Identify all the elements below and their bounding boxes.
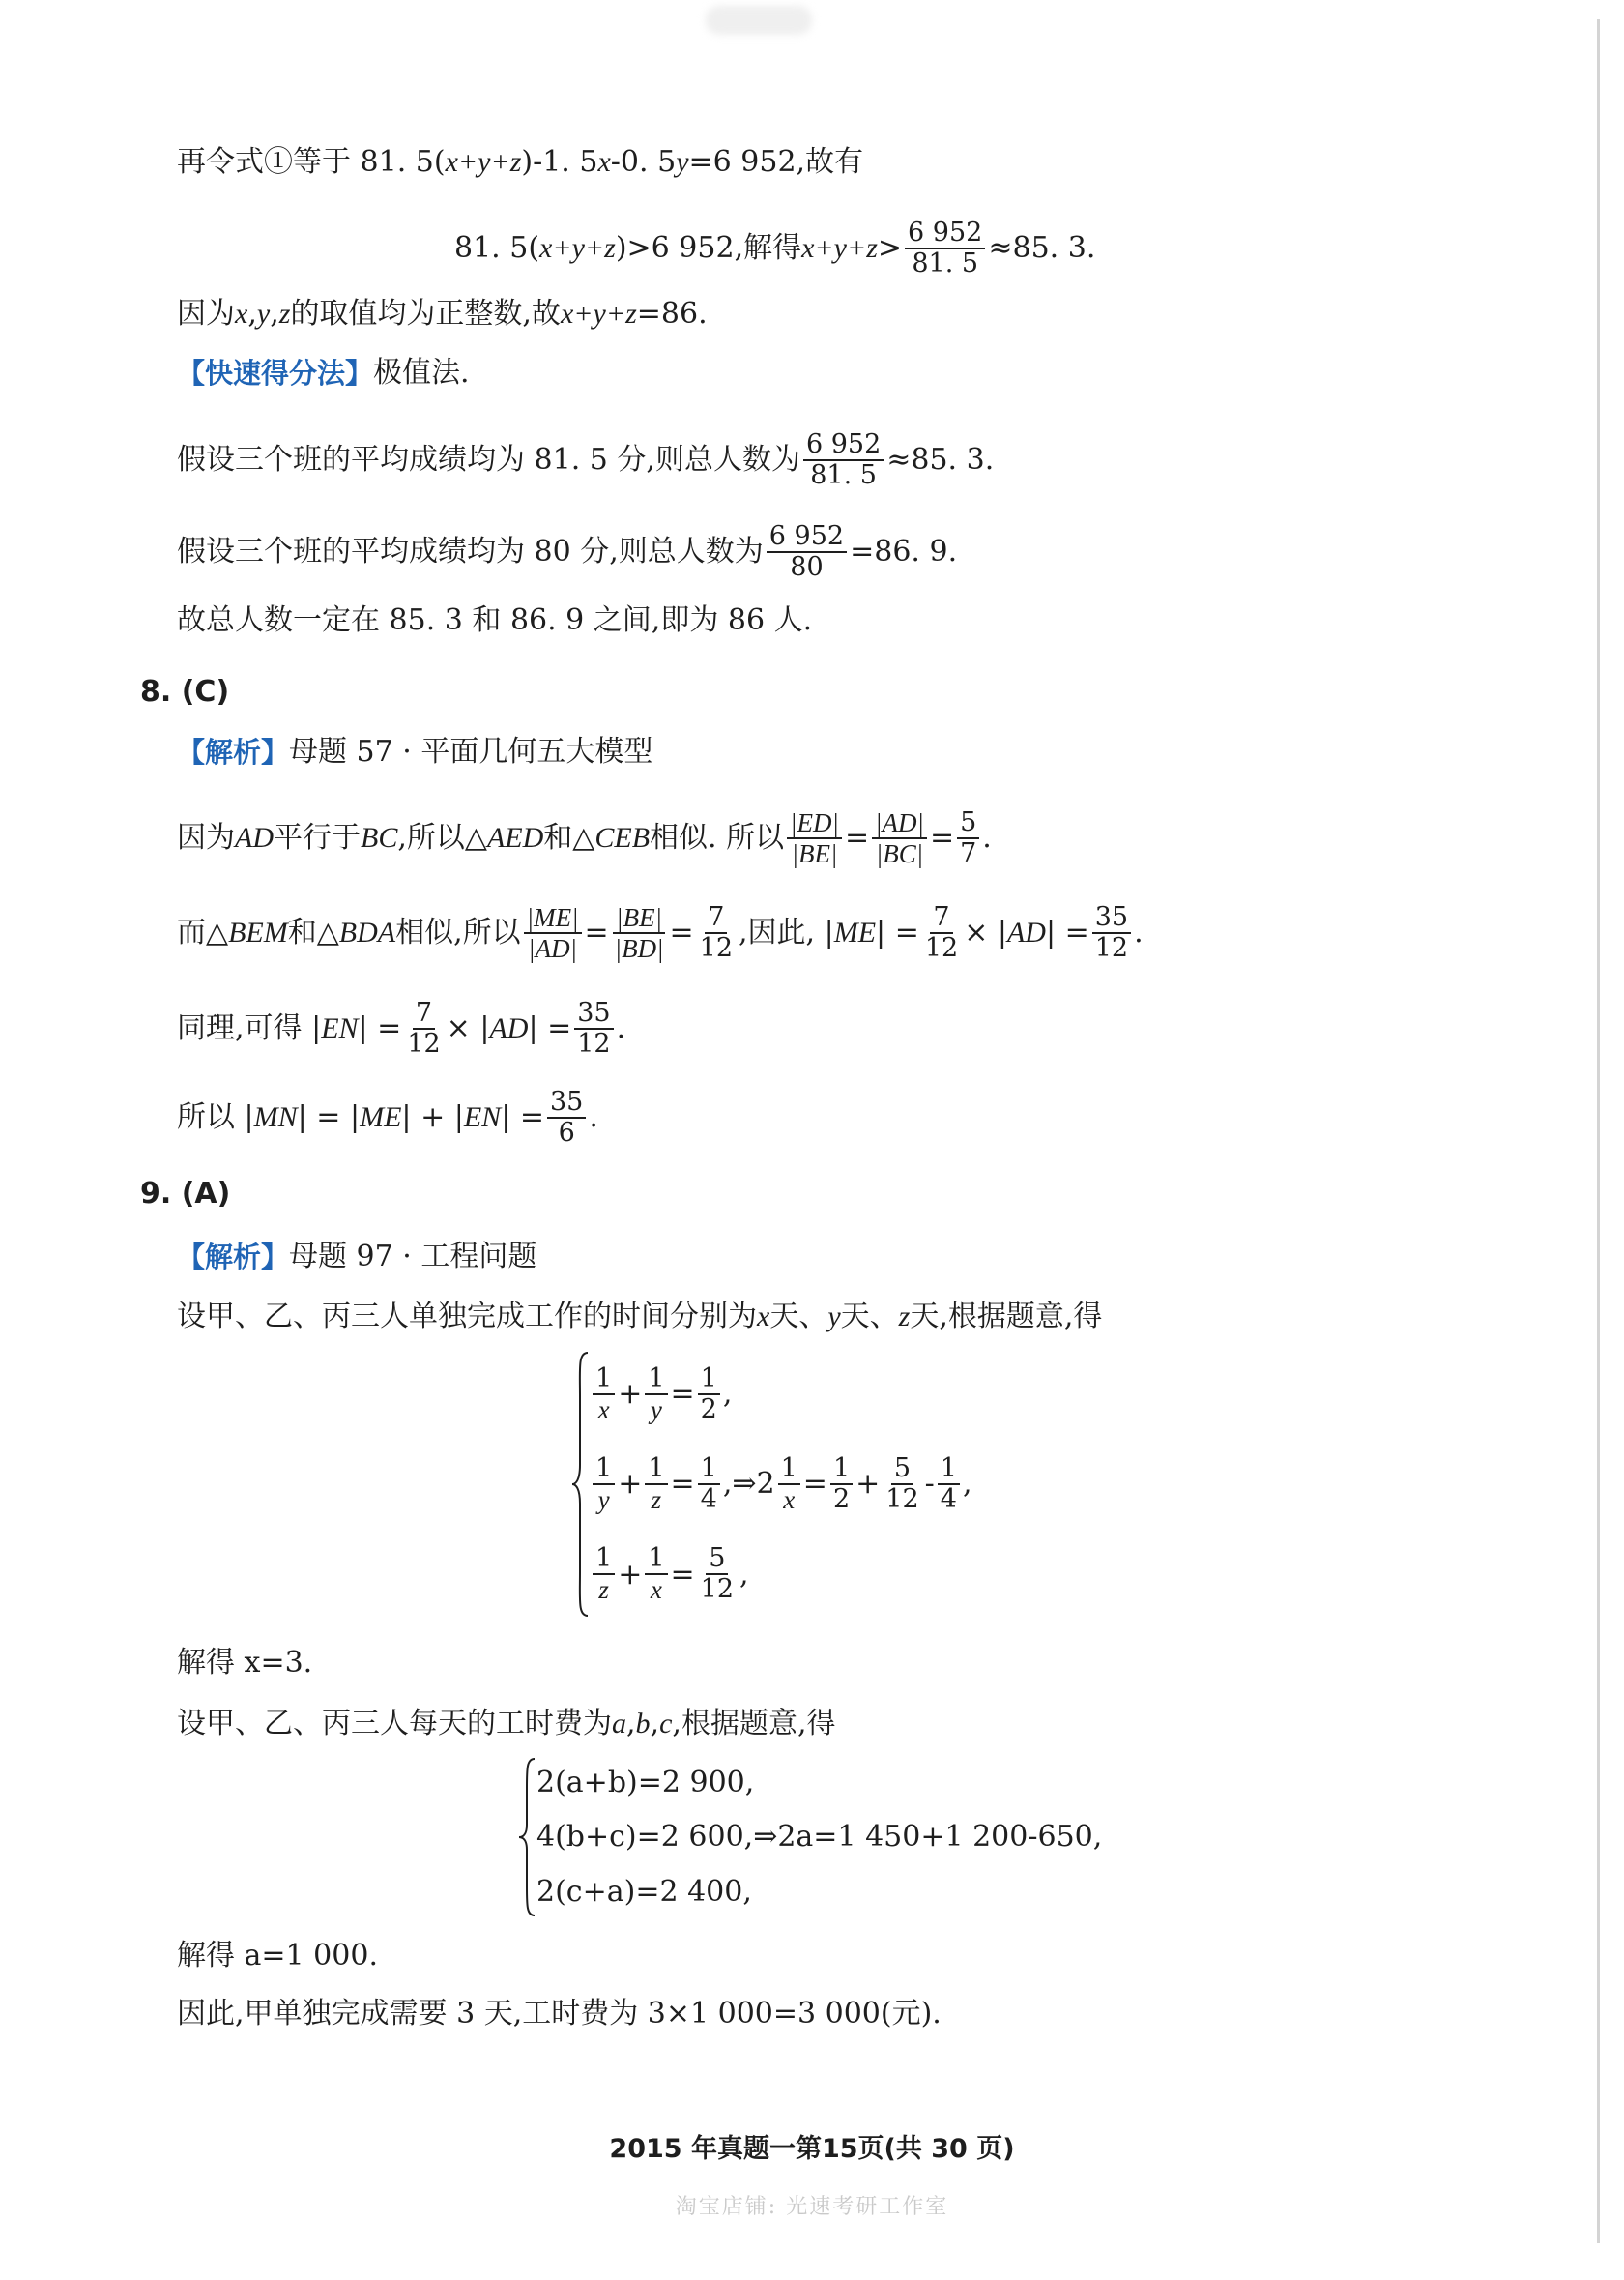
q8-analysis-tag xyxy=(177,733,652,772)
scan-smudge xyxy=(706,6,812,35)
text: 极值法. xyxy=(373,356,470,390)
fraction: $\frac{7}{12}$ xyxy=(699,902,733,963)
text: 解得 x=3. xyxy=(177,1646,313,1680)
text: | = xyxy=(1045,916,1089,950)
fraction: $\frac{1}{4}$ xyxy=(698,1454,720,1514)
text: 和△ xyxy=(287,916,339,950)
fraction: $\frac{1}{4}$ xyxy=(938,1454,960,1514)
q8-line-2: 而△ BEM 和△ BDA 相似,所以 $\frac{|ME|}{|AD|}$ = $\frac{|BE|}{|BD|}$ = $\frac{7}{12}$ ,因此, | ME | = $\frac{7}{12}$ × | AD | = $\frac{35}{12}$ . xyxy=(177,902,1144,963)
system1-row-2: $\frac{1}{y}$ + $\frac{1}{z}$ = $\frac{1}{4}$ ,⇒2 $\frac{1}{x}$ = $\frac{1}{2}$ + $\frac{5}{12}$ - $\frac{1}{4}$ , xyxy=(590,1454,1189,1514)
text: =86. 9. xyxy=(850,535,958,569)
text: 再令式①等于 81. 5( xyxy=(177,145,446,179)
fraction: $\frac{|BE|}{|BD|}$ xyxy=(614,903,664,963)
fraction: $\frac{|ED|}{|BE|}$ xyxy=(787,808,842,868)
text: ,因此, | xyxy=(739,916,834,950)
q9-analysis-tag xyxy=(177,1238,536,1276)
fraction: $\frac{1}{z}$ xyxy=(645,1454,667,1514)
text: 天,根据题意,得 xyxy=(910,1300,1103,1333)
q9-solution-1 xyxy=(177,1644,312,1682)
text: )-1. 5 xyxy=(521,145,598,179)
text: 同理,可得 | xyxy=(177,1011,322,1045)
fraction: $\frac{6 952}{81. 5}$ xyxy=(905,219,985,278)
question-number: 8. (C) xyxy=(140,675,230,709)
text: 假设三个班的平均成绩均为 80 分,则总人数为 xyxy=(177,535,764,569)
text: | + | xyxy=(401,1100,464,1134)
text: × | xyxy=(964,916,1007,950)
text: | = xyxy=(528,1011,572,1045)
q8-heading xyxy=(140,673,229,712)
text: ≈85. 3. xyxy=(886,443,995,477)
text: )>6 952,解得 xyxy=(615,231,802,265)
fraction: $\frac{1}{y}$ xyxy=(593,1454,615,1514)
page-footer: 2015 年真题一第15页(共 30 页) xyxy=(609,2134,1015,2164)
text: 假设三个班的平均成绩均为 81. 5 分,则总人数为 xyxy=(177,443,800,477)
q9-line-2: 设甲、乙、丙三人每天的工时费为 a , b , c ,根据题意,得 xyxy=(177,1705,836,1743)
text: 相似,所以 xyxy=(395,916,521,950)
text: 天、 xyxy=(769,1300,828,1333)
text: > xyxy=(877,231,903,265)
text: 而△ xyxy=(177,916,229,950)
q7-line-4 xyxy=(177,430,994,490)
section-tag: 【快速得分法】 xyxy=(177,357,374,390)
page-edge-line xyxy=(1597,19,1600,2243)
q7-line-2: 81. 5( x+y+z )>6 952,解得 x+y+z > $\frac{6 952}{81. 5}$ ≈85. 3. xyxy=(454,218,1096,278)
q7-line-3: 因为 x , y , z 的取值均为正整数,故 x+y+z =86. xyxy=(177,295,708,334)
text: =86. xyxy=(636,297,708,331)
fraction: $\frac{35}{6}$ xyxy=(547,1088,586,1148)
text: 天、 xyxy=(840,1300,899,1333)
left-brace-icon xyxy=(517,1755,538,1919)
text: 相似. 所以 xyxy=(650,821,785,855)
text: 81. 5( xyxy=(454,231,540,265)
equation-system-2 xyxy=(517,1755,1213,1919)
text: 故总人数一定在 85. 3 和 86. 9 之间,即为 86 人. xyxy=(177,603,813,637)
text: 所以 | xyxy=(177,1100,254,1134)
system1-row-3: $\frac{1}{z}$ + $\frac{1}{x}$ = $\frac{5}{12}$ , xyxy=(590,1544,1189,1604)
text: | = xyxy=(501,1100,544,1134)
fraction: $\frac{1}{x}$ xyxy=(778,1454,800,1514)
fraction: $\frac{7}{12}$ xyxy=(407,998,441,1059)
text: 和△ xyxy=(543,821,595,855)
text: 解得 a=1 000. xyxy=(177,1939,378,1973)
text: | = | xyxy=(297,1100,361,1134)
q7-line-1: 再令式①等于 81. 5( x+y+z )-1. 5 x -0. 5 y =6 952,故有 xyxy=(177,143,863,182)
text: ,根据题意,得 xyxy=(672,1707,836,1740)
fraction: $\frac{|AD|}{|BC|}$ xyxy=(872,808,927,868)
text: 因为 xyxy=(177,821,235,855)
section-tag: 【解析】 xyxy=(177,736,290,769)
text: | = xyxy=(358,1011,402,1045)
fraction: $\frac{35}{12}$ xyxy=(1092,903,1131,963)
q7-line-5 xyxy=(177,522,957,582)
q8-line-1: 因为 AD 平行于 BC ,所以△ AED 和△ CEB 相似. 所以 $\frac{|ED|}{|BE|}$ = $\frac{|AD|}{|BC|}$ = $\frac{5}{7}$ . xyxy=(177,807,992,868)
fraction: $\frac{1}{x}$ xyxy=(645,1544,667,1604)
q7-fast-method xyxy=(177,354,470,393)
text: × | xyxy=(446,1011,490,1045)
text: 平行于 xyxy=(274,821,361,855)
fraction: $\frac{5}{12}$ xyxy=(700,1543,735,1605)
text: 因为 xyxy=(177,297,235,331)
q7-line-6 xyxy=(177,601,812,640)
system2-row-1: 2(a+b)=2 900, xyxy=(536,1765,755,1799)
text: ≈85. 3. xyxy=(988,231,1096,265)
fraction: $\frac{35}{12}$ xyxy=(574,999,613,1059)
text: ,所以△ xyxy=(397,821,487,855)
fraction: $\frac{1}{z}$ xyxy=(593,1544,615,1604)
system2-row-3: 2(c+a)=2 400, xyxy=(536,1875,752,1910)
fraction: $\frac{|ME|}{|AD|}$ xyxy=(524,903,582,963)
q9-heading xyxy=(140,1175,230,1213)
text: | = xyxy=(876,916,919,950)
fraction: $\frac{1}{x}$ xyxy=(593,1364,615,1424)
watermark: 淘宝店铺: 光速考研工作室 xyxy=(675,2195,949,2219)
section-tag: 【解析】 xyxy=(177,1241,290,1273)
fraction: $\frac{1}{y}$ xyxy=(645,1364,667,1424)
fraction: $\frac{5}{7}$ xyxy=(957,808,979,868)
fraction: $\frac{7}{12}$ xyxy=(924,902,959,963)
left-brace-icon xyxy=(570,1349,592,1620)
fraction: $\frac{1}{2}$ xyxy=(698,1364,720,1424)
text: -0. 5 xyxy=(610,145,677,179)
fraction: $\frac{5}{12}$ xyxy=(885,1452,919,1514)
fraction: $\frac{1}{2}$ xyxy=(830,1454,853,1514)
text: 因此,甲单独完成需要 3 天,工时费为 3×1 000=3 000(元). xyxy=(177,1997,942,2031)
q8-line-4: 所以 | MN | = | ME | + | EN | = $\frac{35}{6}$ . xyxy=(177,1087,598,1148)
fraction: $\frac{6 952}{80}$ xyxy=(767,522,847,582)
question-number: 9. (A) xyxy=(140,1177,231,1211)
text: 设甲、乙、丙三人每天的工时费为 xyxy=(177,1707,612,1740)
equation-system-1 xyxy=(570,1349,1189,1620)
fraction: $\frac{6 952}{81. 5}$ xyxy=(803,430,884,490)
text: 设甲、乙、丙三人单独完成工作的时间分别为 xyxy=(177,1300,757,1333)
q8-line-3: 同理,可得 | EN | = $\frac{7}{12}$ × | AD | = $\frac{35}{12}$ . xyxy=(177,998,626,1059)
text: 的取值均为正整数,故 xyxy=(290,297,561,331)
text: =6 952,故有 xyxy=(688,145,864,179)
q9-line-1: 设甲、乙、丙三人单独完成工作的时间分别为 x 天、 y 天、 z 天,根据题意,得 xyxy=(177,1298,1102,1336)
q9-line-3 xyxy=(177,1995,942,2033)
implies-arrow: ,⇒2 xyxy=(722,1467,775,1502)
q9-solution-2 xyxy=(177,1937,378,1975)
system2-row-2: 4(b+c)=2 600,⇒2a=1 450+1 200-650, xyxy=(536,1820,1103,1855)
system1-row-1: $\frac{1}{x}$ + $\frac{1}{y}$ = $\frac{1}{2}$ , xyxy=(590,1364,1189,1424)
text: 母题 97 · 工程问题 xyxy=(289,1240,537,1273)
text: 母题 57 · 平面几何五大模型 xyxy=(289,735,653,769)
